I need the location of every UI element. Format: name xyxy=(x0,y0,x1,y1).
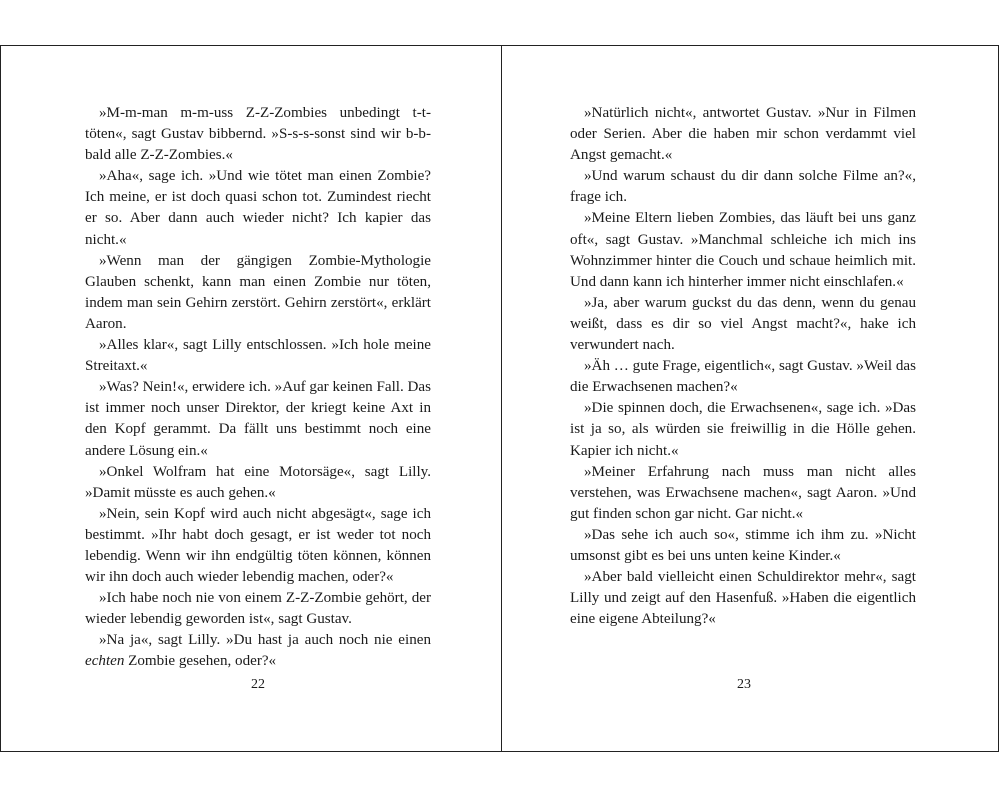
paragraph: »Meiner Erfahrung nach muss man nicht alles verstehen, was Erwachsene machen«, sagt Aaron. »Und gut finden schon gar nicht. Gar nicht.« xyxy=(570,463,916,522)
emphasized-word: echten xyxy=(85,653,125,670)
right-page-text xyxy=(570,103,916,630)
paragraph: »Onkel Wolfram hat eine Motorsäge«, sagt Lilly. »Damit müsste es auch gehen.« xyxy=(85,463,431,501)
book-spread xyxy=(0,45,999,752)
paragraph: »Natürlich nicht«, antwortet Gustav. »Nur in Filmen oder Serien. Aber die haben mir schon verdammt viel Angst gemacht.« xyxy=(570,105,916,164)
paragraph: »Ich habe noch nie von einem Z-Z-Zombie gehört, der wieder lebendig geworden ist«, sagt Gustav. xyxy=(85,590,431,628)
paragraph: »Was? Nein!«, erwidere ich. »Auf gar keinen Fall. Das ist immer noch unser Direktor, der kriegt keine Axt in den Kopf gerammt. Da fällt uns bestimmt noch eine andere Lösung ein.« xyxy=(85,379,431,459)
paragraph: »Nein, sein Kopf wird auch nicht abgesägt«, sage ich bestimmt. »Ihr habt doch gesagt, er ist weder tot noch lebendig. Wenn wir ihn endgültig töten können, können wir ihn doch auch wieder lebendig machen, oder?« xyxy=(85,505,431,586)
paragraph: »Aber bald vielleicht einen Schuldirektor mehr«, sagt Lilly und zeigt auf den Hasenfuß. »Haben die eigentlich eine eigene Abteilung?« xyxy=(570,569,916,628)
paragraph: »Das sehe ich auch so«, stimme ich ihm zu. »Nicht umsonst gibt es bei uns unten keine Kinder.« xyxy=(570,526,916,564)
paragraph-with-emphasis xyxy=(85,630,431,672)
left-page-text xyxy=(85,103,431,673)
paragraph: »Alles klar«, sagt Lilly entschlossen. »Ich hole meine Streitaxt.« xyxy=(85,337,431,375)
paragraph: »Meine Eltern lieben Zombies, das läuft bei uns ganz oft«, sagt Gustav. »Manchmal schleiche ich mich ins Wohnzimmer hinter die Couch und schaue heimlich mit. Und dann kann ich hinterher immer nicht einschlafen.« xyxy=(570,210,916,290)
paragraph: »Und warum schaust du dir dann solche Filme an?«, frage ich. xyxy=(570,168,916,206)
left-page-number: 22 xyxy=(251,677,265,692)
paragraph: »M-m-man m-m-uss Z-Z-Zombies unbedingt t-t-töten«, sagt Gustav bibbernd. »S-s-s-sonst sind wir b-b-bald alle Z-Z-Zombies.« xyxy=(85,105,431,164)
paragraph-text-after: Zombie gesehen, oder?« xyxy=(124,653,277,670)
paragraph: »Ja, aber warum guckst du das denn, wenn du genau weißt, dass es dir so viel Angst macht?«, hake ich verwundert nach. xyxy=(570,294,916,354)
right-page-number: 23 xyxy=(737,677,751,692)
page-divider xyxy=(501,46,502,751)
paragraph: »Wenn man der gängigen Zombie-Mythologie Glauben schenkt, kann man einen Zombie nur töten, indem man sein Gehirn zerstört. Gehirn zerstört«, erklärt Aaron. xyxy=(85,252,431,332)
paragraph: »Aha«, sage ich. »Und wie tötet man einen Zombie? Ich meine, er ist doch quasi schon tot. Zumindest riecht er so. Aber dann auch wieder nicht? Ich kapier das nicht.« xyxy=(85,168,431,248)
paragraph: »Äh … gute Frage, eigentlich«, sagt Gustav. »Weil das die Erwachsenen machen?« xyxy=(570,358,916,396)
paragraph: »Die spinnen doch, die Erwachsenen«, sage ich. »Das ist ja so, als würden sie freiwillig in die Hölle gehen. Kapier ich nicht.« xyxy=(570,400,916,459)
paragraph-text-before: »Na ja«, sagt Lilly. »Du hast ja auch noch nie einen xyxy=(99,632,431,649)
